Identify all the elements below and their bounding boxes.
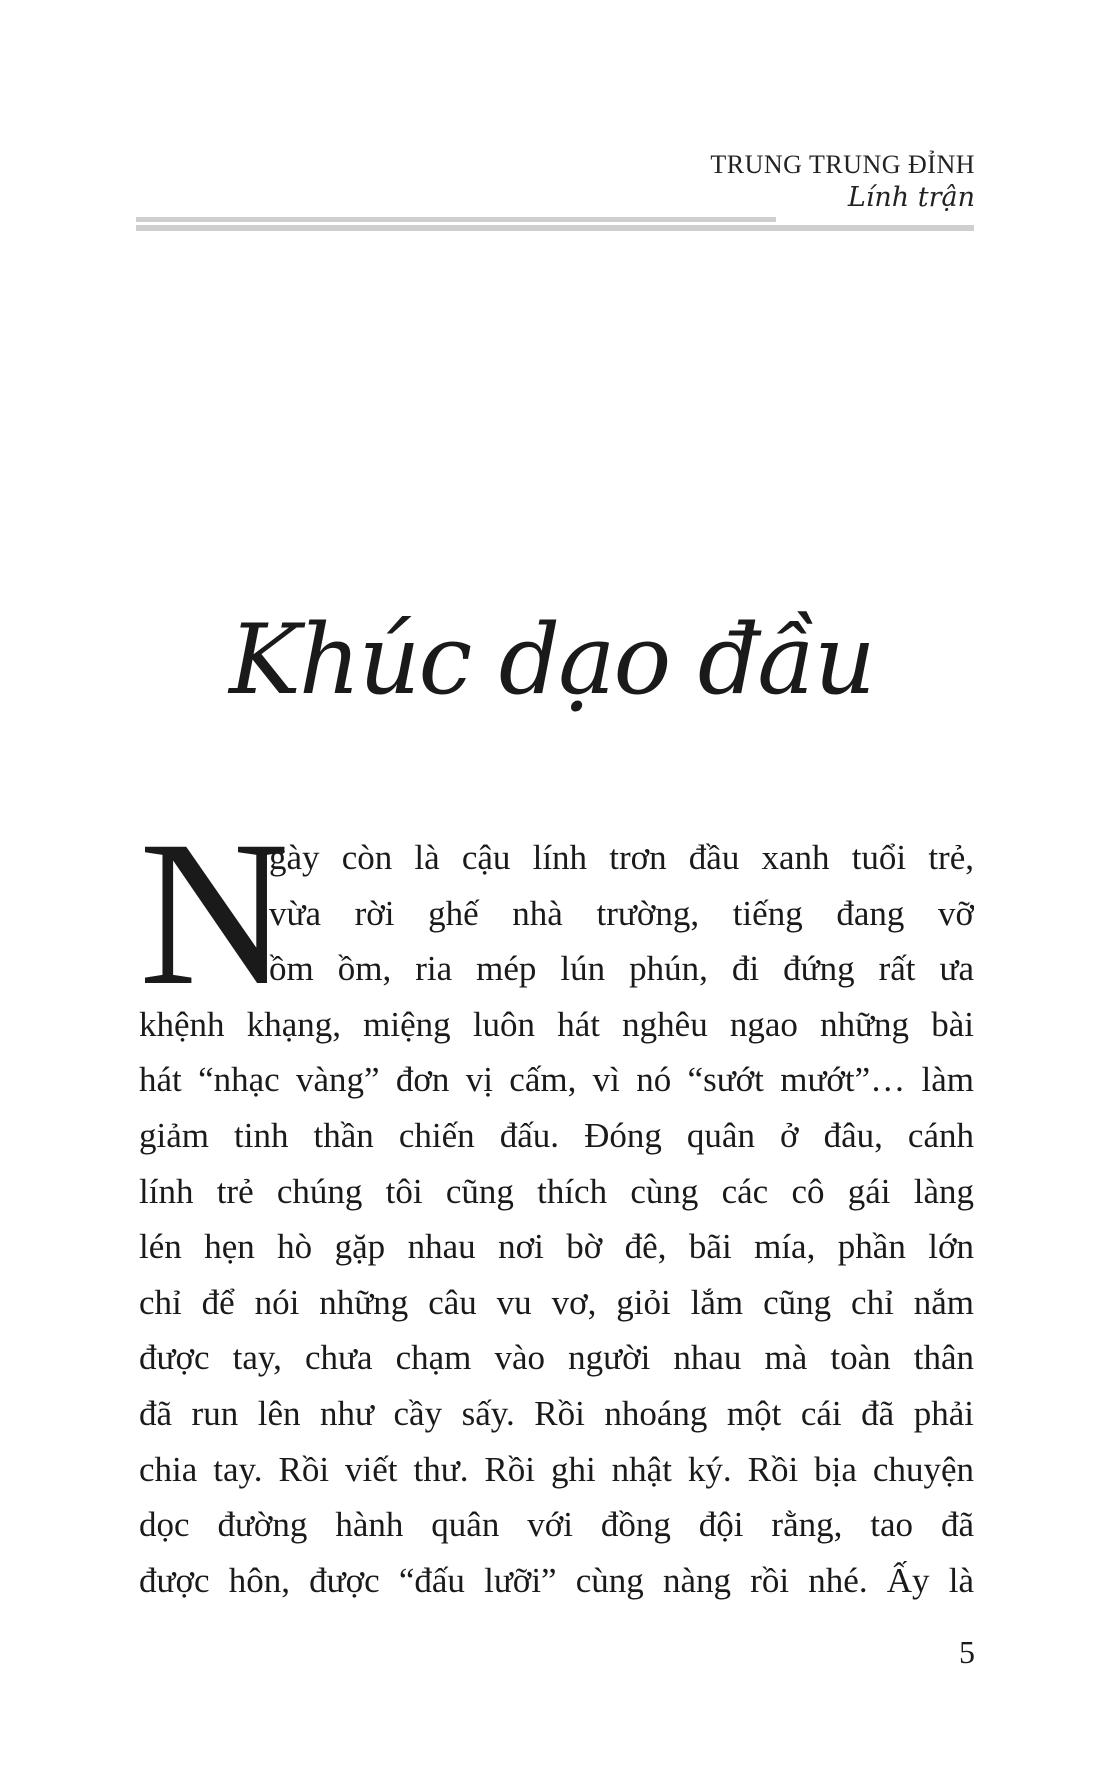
text-line: hát “nhạc vàng” đơn vị cấm, vì nó “sướt mướt”… làm: [139, 1060, 974, 1100]
text-line: khệnh khạng, miệng luôn hát nghêu ngao những bài: [139, 1004, 974, 1044]
body-text: [139, 798, 974, 1608]
page-number: 5: [959, 1634, 975, 1670]
text-line: lính trẻ chúng tôi cũng thích cùng các cô gái làng: [139, 1171, 974, 1211]
header-rule-upper: [136, 217, 776, 222]
text-line: lén hẹn hò gặp nhau nơi bờ đê, bãi mía, phần lớn: [139, 1227, 974, 1267]
text-line: dọc đường hành quân với đồng đội rằng, tao đã: [139, 1505, 974, 1545]
header-rule-lower: [136, 225, 974, 231]
text-line: vừa rời ghế nhà trường, tiếng đang vỡ: [269, 893, 974, 933]
author-name: TRUNG TRUNG ĐỈNH: [710, 150, 975, 179]
text-line: chia tay. Rồi viết thư. Rồi ghi nhật ký. Rồi bịa chuyện: [139, 1449, 974, 1489]
chapter-title: Khúc dạo đầu: [229, 604, 874, 716]
text-line: ồm ồm, ria mép lún phún, đi đứng rất ưa: [269, 949, 974, 989]
text-line: gày còn là cậu lính trơn đầu xanh tuổi trẻ,: [269, 838, 974, 877]
book-title: Lính trận: [847, 182, 975, 213]
text-line: chỉ để nói những câu vu vơ, giỏi lắm cũng chỉ nắm: [139, 1282, 974, 1322]
running-head: [710, 150, 975, 214]
drop-cap: N: [139, 798, 290, 1028]
text-line: được tay, chưa chạm vào người nhau mà toàn thân: [139, 1338, 974, 1378]
text-line: được hôn, được “đấu lưỡi” cùng nàng rồi nhé. Ấy là: [139, 1560, 974, 1600]
text-line: đã run lên như cầy sấy. Rồi nhoáng một cái đã phải: [139, 1393, 974, 1433]
text-line: giảm tinh thần chiến đấu. Đóng quân ở đâu, cánh: [139, 1115, 974, 1155]
